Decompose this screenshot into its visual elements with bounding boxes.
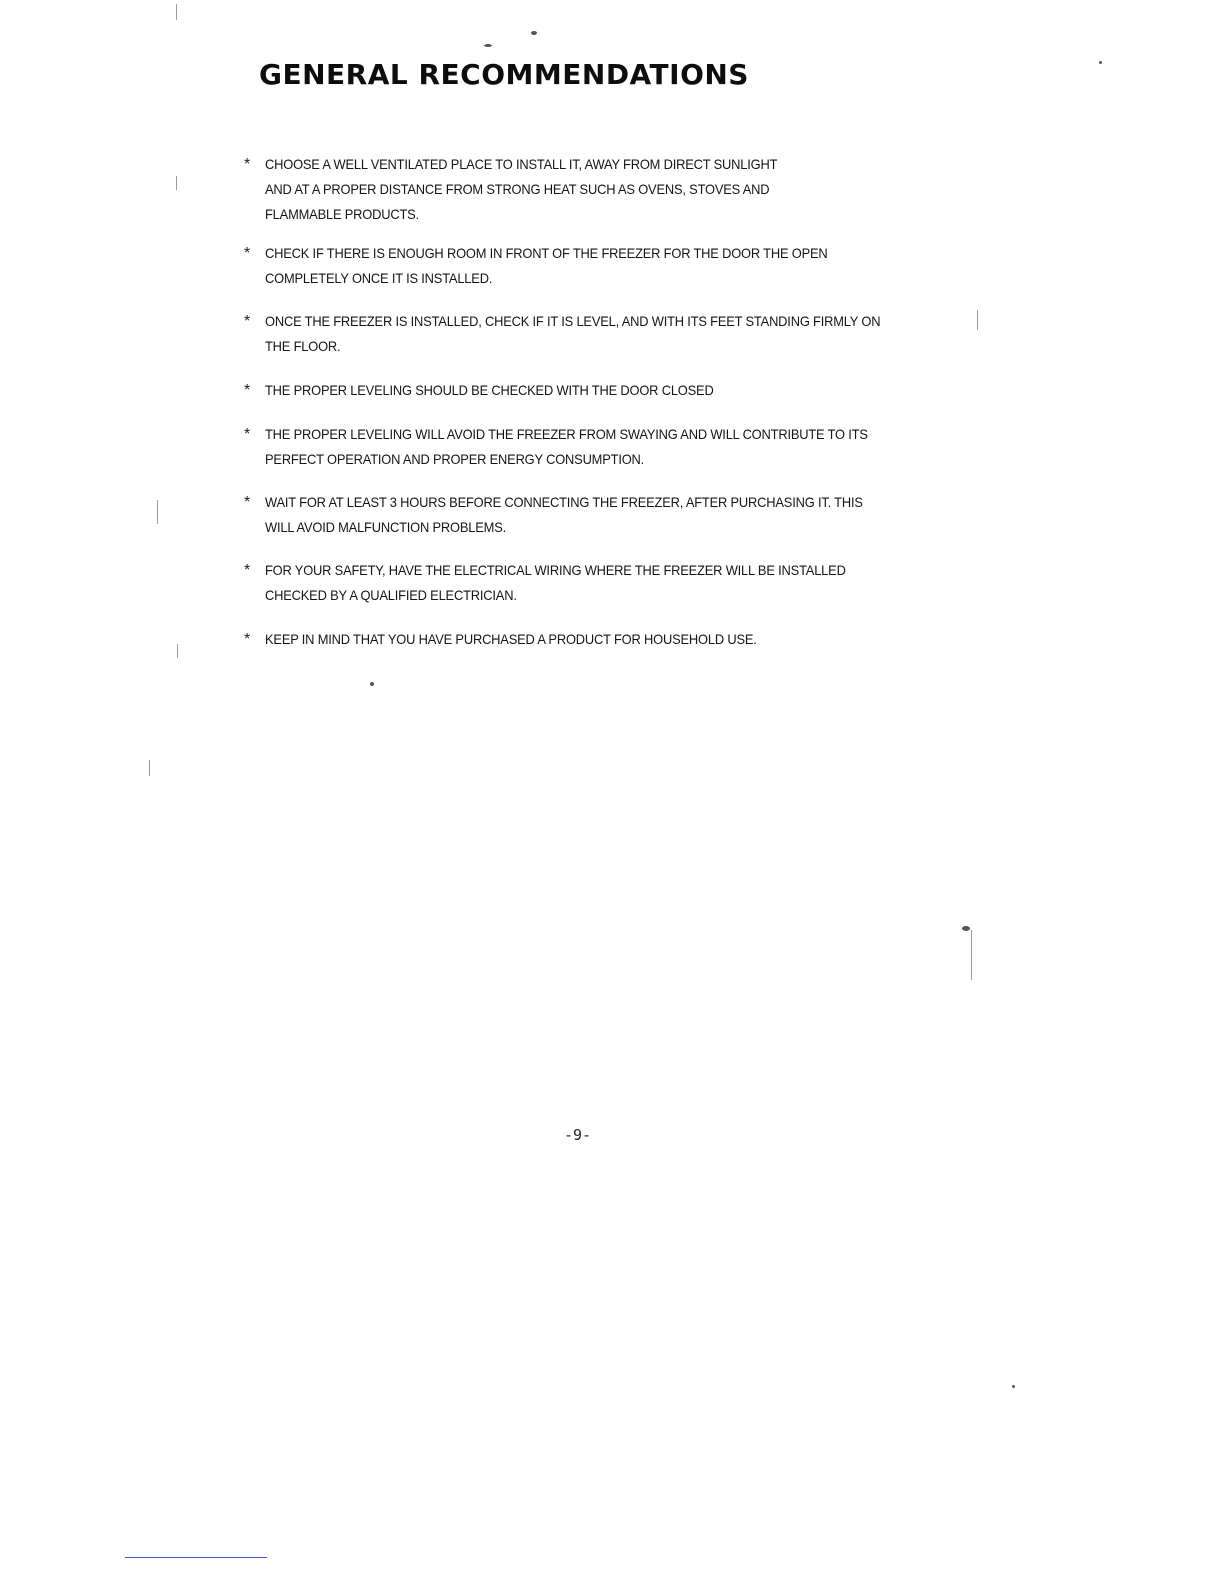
- scan-artifact: [962, 926, 970, 931]
- scan-artifact: [149, 760, 150, 776]
- scan-artifact: [157, 500, 158, 524]
- list-item: [244, 309, 944, 359]
- scan-artifact: [176, 4, 177, 20]
- list-item: [244, 422, 944, 472]
- scan-artifact: [977, 310, 978, 330]
- scan-artifact: [1012, 1385, 1015, 1388]
- list-item: [244, 241, 944, 291]
- recommendation-text: WAIT FOR AT LEAST 3 HOURS BEFORE CONNECTING THE FREEZER, AFTER PURCHASING IT. THIS WILL AVOID MALFUNCTION PROBLEMS.: [265, 494, 863, 535]
- bullet-asterisk: *: [244, 631, 251, 648]
- page-title: GENERAL RECOMMENDATIONS: [259, 58, 749, 91]
- bottom-rule: [125, 1557, 267, 1558]
- bullet-asterisk: *: [244, 245, 251, 262]
- list-item: [244, 152, 944, 227]
- recommendation-text: THE PROPER LEVELING SHOULD BE CHECKED WITH THE DOOR CLOSED: [265, 382, 714, 398]
- recommendation-text: KEEP IN MIND THAT YOU HAVE PURCHASED A PRODUCT FOR HOUSEHOLD USE.: [265, 631, 757, 647]
- page-number: -9-: [564, 1126, 592, 1144]
- scan-artifact: [971, 930, 972, 980]
- scan-artifact: [177, 644, 178, 658]
- recommendation-text: FOR YOUR SAFETY, HAVE THE ELECTRICAL WIRING WHERE THE FREEZER WILL BE INSTALLED CHECKED BY A QUALIFIED ELECTRICIAN.: [265, 562, 846, 603]
- recommendation-text: ONCE THE FREEZER IS INSTALLED, CHECK IF IT IS LEVEL, AND WITH ITS FEET STANDING FIRMLY ON THE FLOOR.: [265, 313, 881, 354]
- scan-artifact: [484, 44, 492, 47]
- list-item: [244, 378, 944, 403]
- scan-artifact: [176, 176, 177, 190]
- list-item: [244, 558, 944, 608]
- scan-artifact: [370, 682, 374, 686]
- scan-artifact: [1099, 61, 1102, 64]
- recommendation-text: CHECK IF THERE IS ENOUGH ROOM IN FRONT OF THE FREEZER FOR THE DOOR THE OPEN COMPLETELY ONCE IT IS INSTALLED.: [265, 245, 828, 286]
- bullet-asterisk: *: [244, 313, 251, 330]
- recommendation-text: CHOOSE A WELL VENTILATED PLACE TO INSTALL IT, AWAY FROM DIRECT SUNLIGHT AND AT A PROPER DISTANCE FROM STRONG HEAT SUCH AS OVENS, STOVES AND FLAMMABLE PRODUCTS.: [265, 156, 778, 222]
- list-item: [244, 490, 944, 540]
- bullet-asterisk: *: [244, 426, 251, 443]
- bullet-asterisk: *: [244, 156, 251, 173]
- bullet-asterisk: *: [244, 562, 251, 579]
- bullet-asterisk: *: [244, 494, 251, 511]
- list-item: [244, 627, 944, 652]
- bullet-asterisk: *: [244, 382, 251, 399]
- recommendation-text: THE PROPER LEVELING WILL AVOID THE FREEZER FROM SWAYING AND WILL CONTRIBUTE TO ITS PERFECT OPERATION AND PROPER ENERGY CONSUMPTION.: [265, 426, 868, 467]
- scan-artifact: [531, 31, 537, 35]
